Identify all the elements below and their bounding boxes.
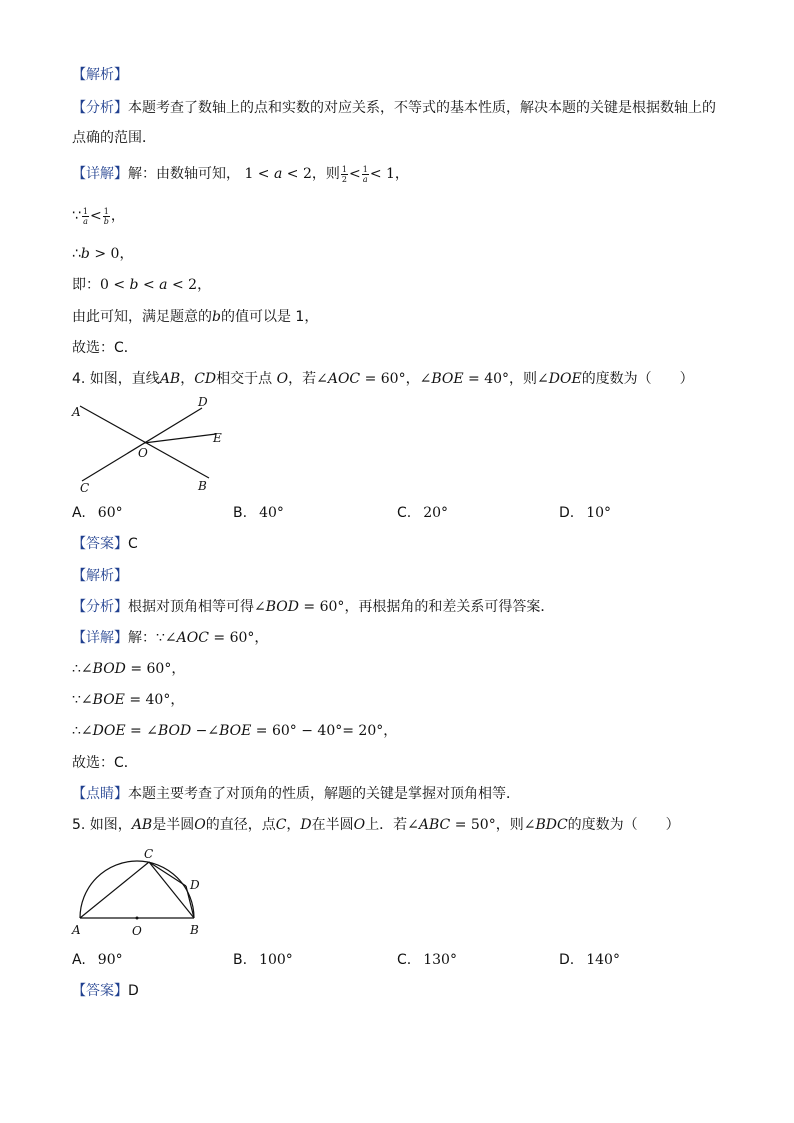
choose-line-1: 故选：C． <box>72 340 138 356</box>
q4-dianjing: 【点睛】本题主要考查了对顶角的性质，解题的关键是掌握对顶角相等． <box>72 786 520 802</box>
q5-label-c: C <box>144 847 154 861</box>
q4-figure <box>68 396 228 496</box>
q4-analysis-tag: 【解析】 <box>72 568 128 584</box>
q4-fenxi: 【分析】根据对顶角相等可得∠BOD = 60°，再根据角的和差关系可得答案． <box>72 599 555 615</box>
q5-option-a: A. 90° <box>72 952 123 968</box>
q5-option-d: D. 140° <box>559 952 620 968</box>
therefore-line: ∴b > 0， <box>72 246 134 262</box>
q4-option-d: D. 10° <box>559 505 612 521</box>
q4-label-b: B <box>198 479 207 493</box>
fenxi-line: 【分析】本题考查了数轴上的点和实数的对应关系，不等式的基本性质，解决本题的关键是根据数轴上的 <box>72 100 716 116</box>
detail-line: 【详解】解：由数轴可知， 1 < a < 2，则 $\frac{1}{2}$ < $\frac{1}{a}$ < 1， <box>72 164 409 184</box>
q4-choose: 故选：C． <box>72 755 138 771</box>
q4-detail-1: 【详解】解：∵∠AOC = 60°， <box>72 630 269 646</box>
q5-stem: 5. 如图，AB是半圆O的直径，点C，D在半圆O上．若∠ABC = 50°，则∠BDC的度数为（ ） <box>72 817 680 833</box>
q4-detail-4: ∴∠DOE = ∠BOD −∠BOE = 60° − 40°= 20°， <box>72 723 398 739</box>
q4-stem: 4. 如图，直线AB，CD相交于点 O，若∠AOC = 60°，∠BOE = 40°，则∠DOE的度数为（ ） <box>72 371 694 387</box>
ie-line: 即：0 < b < a < 2， <box>72 277 212 293</box>
q4-label-d: D <box>198 396 208 409</box>
q5-label-b: B <box>190 923 199 937</box>
q5-figure <box>68 842 218 942</box>
fenxi-line-2: 点确的范围． <box>72 130 156 146</box>
q4-answer: 【答案】C <box>72 536 138 552</box>
conclusion-line: 由此可知，满足题意的b的值可以是 1， <box>72 309 319 325</box>
q4-label-e: E <box>213 431 222 445</box>
q4-label-o: O <box>138 446 148 460</box>
because-line: ∵ $\frac{1}{a}$ < $\frac{1}{b}$ ， <box>72 206 125 226</box>
q5-option-c: C. 130° <box>397 952 457 968</box>
analysis-tag: 【解析】 <box>72 67 128 83</box>
q5-answer: 【答案】D <box>72 983 139 999</box>
q5-label-a: A <box>72 923 81 937</box>
q4-option-b: B. 40° <box>233 505 284 521</box>
q4-label-c: C <box>80 481 90 495</box>
q4-label-a: A <box>72 405 81 419</box>
q4-option-c: C. 20° <box>397 505 449 521</box>
q4-option-a: A. 60° <box>72 505 123 521</box>
q4-detail-3: ∵∠BOE = 40°， <box>72 692 185 708</box>
q5-label-o: O <box>132 924 142 938</box>
q5-option-b: B. 100° <box>233 952 293 968</box>
q4-detail-2: ∴∠BOD = 60°， <box>72 661 186 677</box>
q5-label-d: D <box>190 878 200 892</box>
